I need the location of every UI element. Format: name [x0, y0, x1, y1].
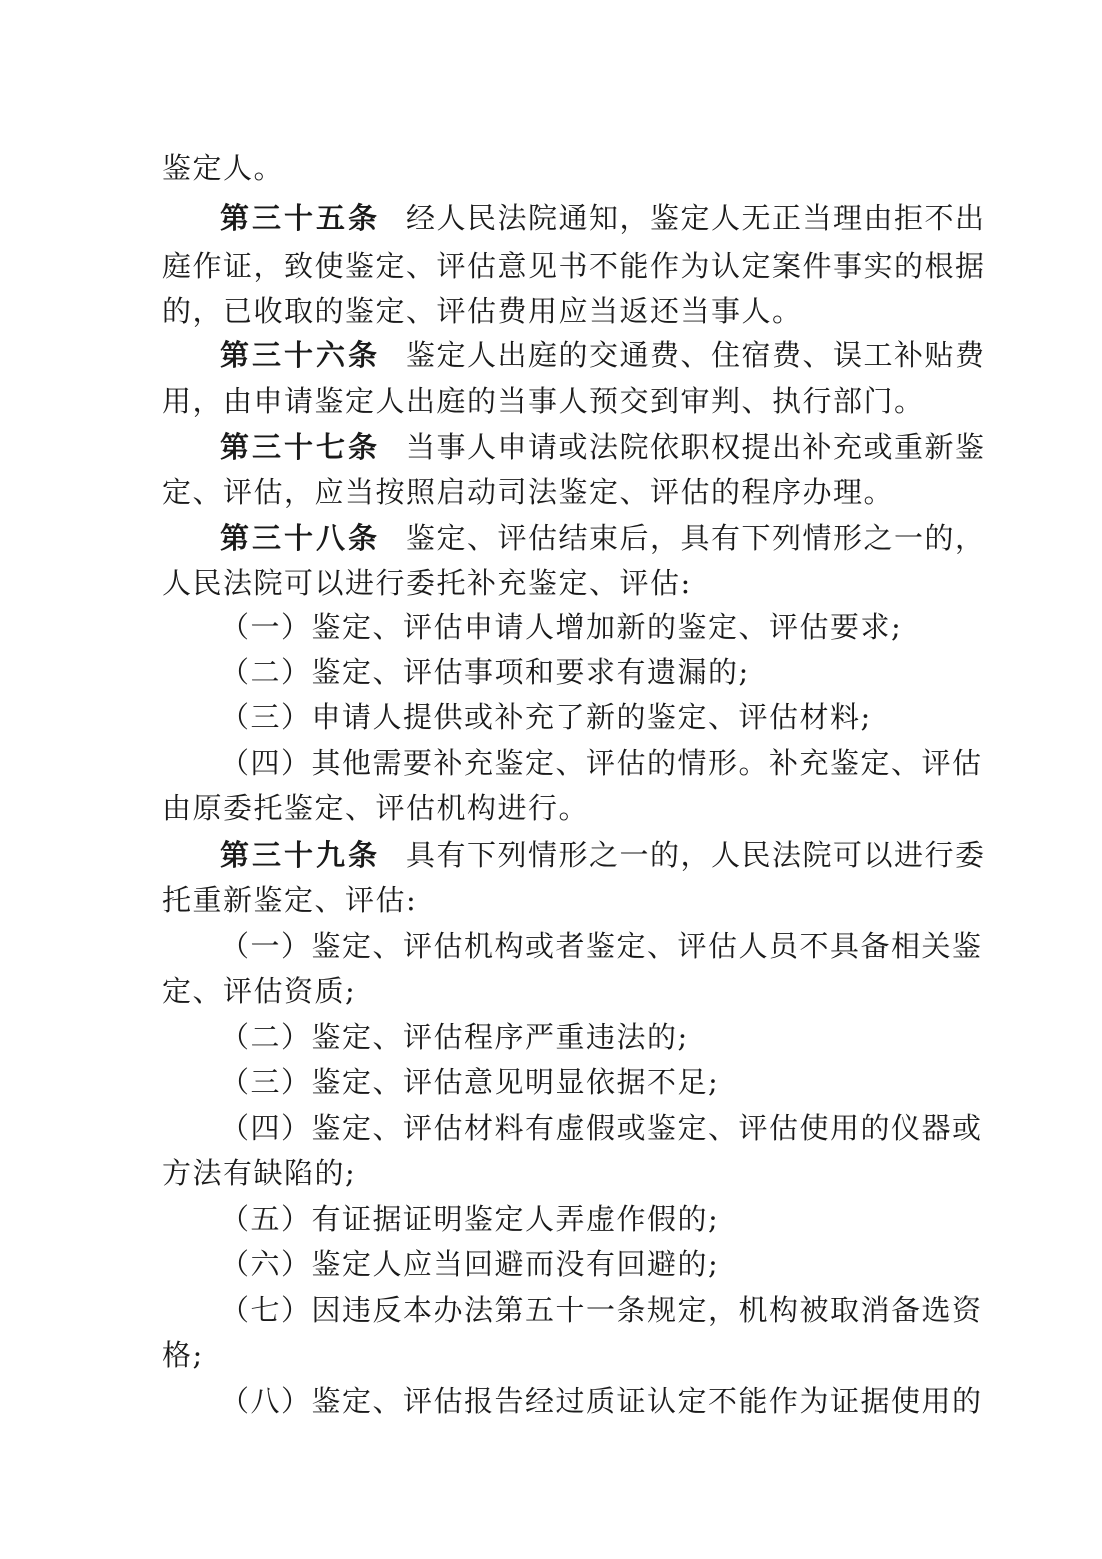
list-item-line: （二）鉴定、评估事项和要求有遗漏的;	[220, 655, 750, 689]
text-line: 庭作证，致使鉴定、评估意见书不能作为认定案件事实的根据	[162, 249, 986, 283]
article-heading-line: 第三十六条 鉴定人出庭的交通费、住宿费、误工补贴费	[220, 338, 986, 372]
article-number: 第三十六条	[220, 338, 381, 372]
list-item-line: （三）鉴定、评估意见明显依据不足;	[220, 1065, 720, 1099]
list-item-line: （四）鉴定、评估材料有虚假或鉴定、评估使用的仪器或	[220, 1111, 983, 1145]
article-heading-line: 第三十九条 具有下列情形之一的，人民法院可以进行委	[220, 838, 986, 872]
list-item-line: （六）鉴定人应当回避而没有回避的;	[220, 1247, 720, 1281]
text-line: 定、评估资质;	[162, 974, 357, 1008]
text-line: 托重新鉴定、评估:	[162, 883, 418, 917]
text-line: 鉴定人。	[162, 151, 285, 185]
article-heading-line: 第三十五条 经人民法院通知，鉴定人无正当理由拒不出	[220, 201, 986, 235]
article-number: 第三十七条	[220, 430, 381, 464]
text-line: 用，由申请鉴定人出庭的当事人预交到审判、执行部门。	[162, 384, 925, 418]
text-line: 人民法院可以进行委托补充鉴定、评估:	[162, 566, 692, 600]
list-item-line: （四）其他需要补充鉴定、评估的情形。补充鉴定、评估	[220, 746, 983, 780]
text-line: 格;	[162, 1338, 204, 1372]
article-number: 第三十八条	[220, 521, 381, 555]
text-line: 的，已收取的鉴定、评估费用应当返还当事人。	[162, 294, 803, 328]
article-heading-line: 第三十七条 当事人申请或法院依职权提出补充或重新鉴	[220, 430, 986, 464]
article-number: 第三十五条	[220, 201, 381, 235]
text-line: 方法有缺陷的;	[162, 1156, 357, 1190]
list-item-line: （三）申请人提供或补充了新的鉴定、评估材料;	[220, 700, 872, 734]
list-item-line: （七）因违反本办法第五十一条规定，机构被取消备选资	[220, 1293, 983, 1327]
list-item-line: （八）鉴定、评估报告经过质证认定不能作为证据使用的	[220, 1384, 983, 1418]
article-number: 第三十九条	[220, 838, 381, 872]
article-heading-line: 第三十八条 鉴定、评估结束后，具有下列情形之一的，	[220, 521, 986, 555]
text-line: 定、评估，应当按照启动司法鉴定、评估的程序办理。	[162, 475, 895, 509]
list-item-line: （五）有证据证明鉴定人弄虚作假的;	[220, 1202, 720, 1236]
list-item-line: （二）鉴定、评估程序严重违法的;	[220, 1020, 689, 1054]
list-item-line: （一）鉴定、评估申请人增加新的鉴定、评估要求;	[220, 610, 903, 644]
list-item-line: （一）鉴定、评估机构或者鉴定、评估人员不具备相关鉴	[220, 929, 983, 963]
text-line: 由原委托鉴定、评估机构进行。	[162, 791, 590, 825]
